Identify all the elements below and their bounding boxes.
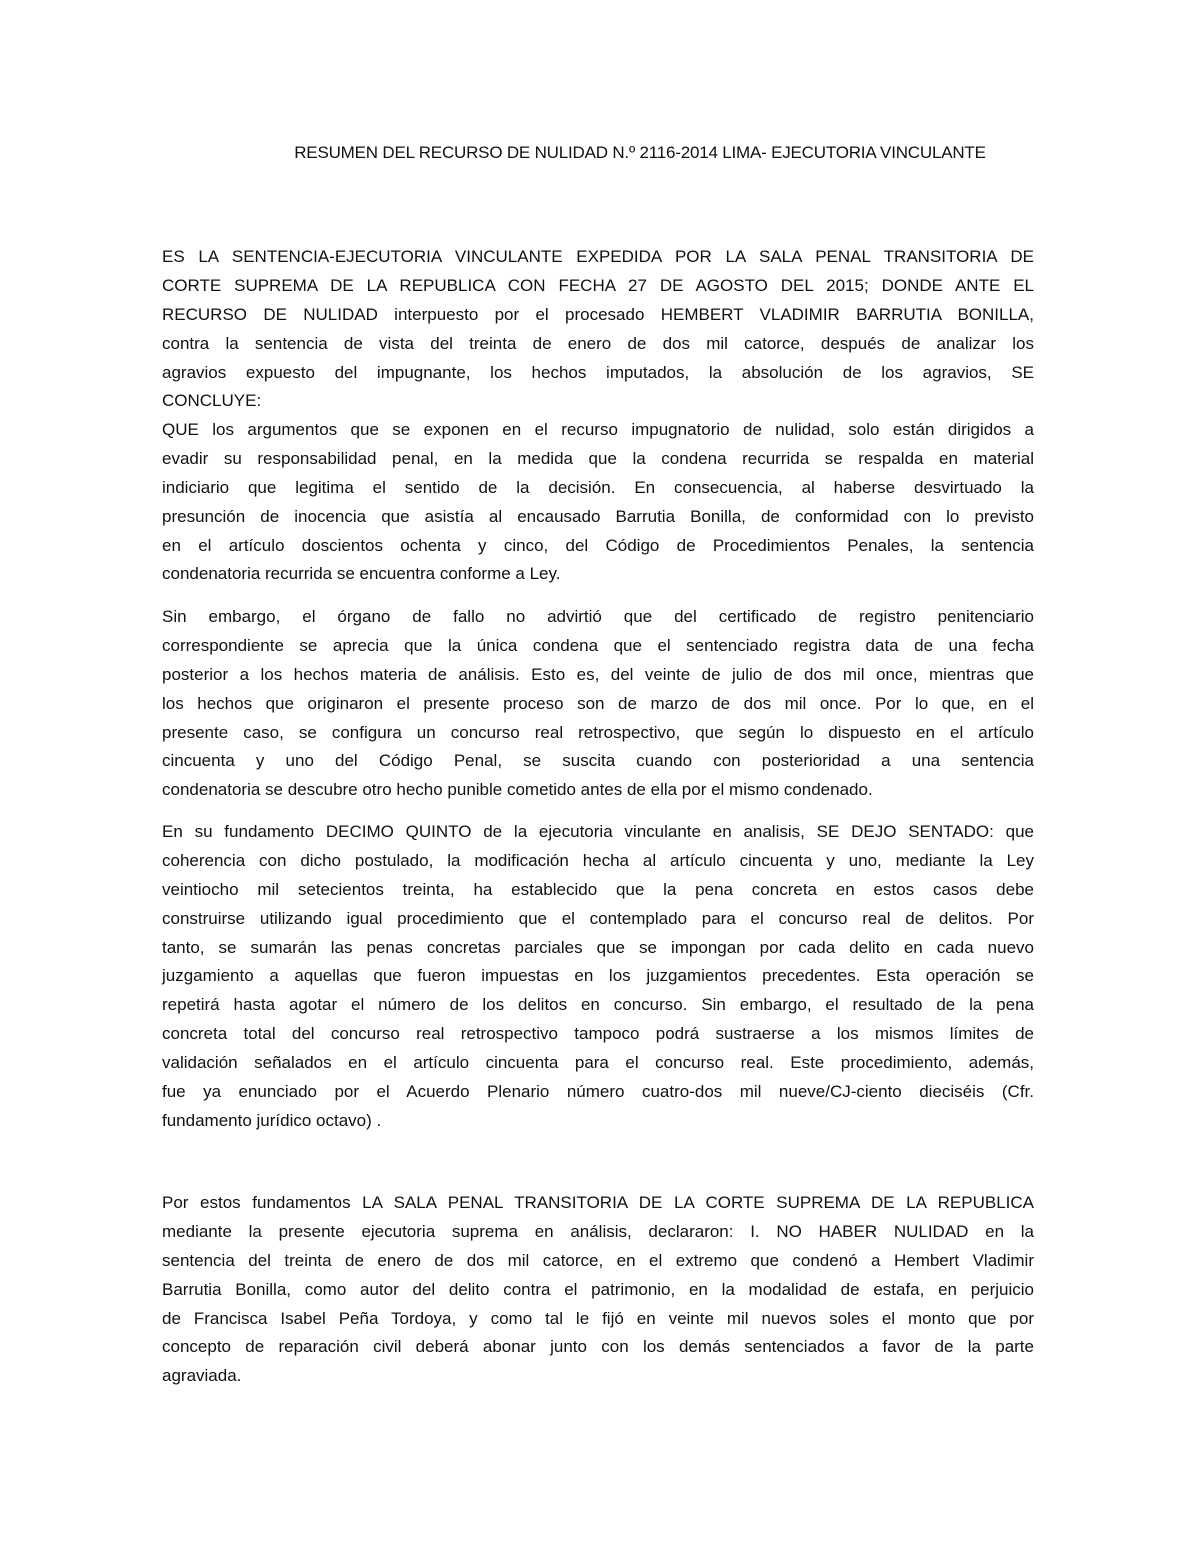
text-line: fundamento jurídico octavo) . [162,1110,382,1130]
text-line: Por estos fundamentos LA SALA PENAL TRANSITORIA DE LA CORTE SUPREMA DE LA REPUBLICA [162,1193,1034,1212]
text-line: condenatoria se descubre otro hecho punible cometido antes de ella por el mismo condenado. [162,780,873,800]
document-title: RESUMEN DEL RECURSO DE NULIDAD N.º 2116-2014 LIMA- EJECUTORIA VINCULANTE [294,143,986,162]
text-line: correspondiente se aprecia que la única condena que el sentenciado registra data de una fecha [162,635,1034,655]
text-line: Barrutia Bonilla, como autor del delito contra el patrimonio, en la modalidad de estafa, en perjuicio [162,1279,1034,1299]
text-line: de Francisca Isabel Peña Tordoya, y como tal le fijó en veinte mil nuevos soles el monto que por [162,1308,1034,1328]
text-line: indiciario que legitima el sentido de la decisión. En consecuencia, al haberse desvirtuado la [162,477,1034,497]
text-line: tanto, se sumarán las penas concretas parciales que se impongan por cada delito en cada nuevo [162,937,1034,957]
text-line: concepto de reparación civil deberá abonar junto con los demás sentenciados a favor de la parte [162,1337,1034,1357]
text-line: cincuenta y uno del Código Penal, se suscita cuando con posterioridad a una sentencia [162,751,1034,771]
text-line: QUE los argumentos que se exponen en el recurso impugnatorio de nulidad, solo están dirigidos a [162,420,1034,439]
text-line: posterior a los hechos materia de análisis. Esto es, del veinte de julio de dos mil once, mientras que [162,664,1034,684]
text-line: construirse utilizando igual procedimiento que el contemplado para el concurso real de delitos. Por [162,908,1034,928]
paragraph-1 [162,243,1034,416]
paragraph-3 [162,603,1034,805]
text-line: fue ya enunciado por el Acuerdo Plenario número cuatro-dos mil nueve/CJ-ciento dieciséis (Cfr. [162,1082,1034,1102]
text-line: evadir su responsabilidad penal, en la medida que la condena recurrida se respalda en material [162,448,1034,468]
text-line: sentencia del treinta de enero de dos mil catorce, en el extremo que condenó a Hembert Vladimir [162,1250,1034,1270]
text-line: CORTE SUPREMA DE LA REPUBLICA CON FECHA 27 DE AGOSTO DEL 2015; DONDE ANTE EL [162,275,1034,295]
text-line: contra la sentencia de vista del treinta de enero de dos mil catorce, después de analizar los [162,333,1034,353]
text-line: presunción de inocencia que asistía al encausado Barrutia Bonilla, de conformidad con lo previsto [162,506,1034,526]
text-line: En su fundamento DECIMO QUINTO de la ejecutoria vinculante en analisis, SE DEJO SENTADO: que [162,822,1034,841]
paragraph-2 [162,416,1034,589]
paragraph-4 [162,818,1034,1136]
text-line: coherencia con dicho postulado, la modificación hecha al artículo cincuenta y uno, mediante la Ley [162,850,1034,870]
text-line: mediante la presente ejecutoria suprema en análisis, declararon: I. NO HABER NULIDAD en la [162,1221,1034,1241]
text-line: los hechos que originaron el presente proceso son de marzo de dos mil once. Por lo que, en el [162,693,1034,713]
text-line: ES LA SENTENCIA-EJECUTORIA VINCULANTE EXPEDIDA POR LA SALA PENAL TRANSITORIA DE [162,247,1034,266]
text-line: presente caso, se configura un concurso real retrospectivo, que según lo dispuesto en el artículo [162,722,1034,742]
text-line: Sin embargo, el órgano de fallo no advirtió que del certificado de registro penitenciario [162,607,1034,626]
paragraph-5 [162,1189,1034,1391]
text-line: condenatoria recurrida se encuentra conforme a Ley. [162,564,561,584]
text-line: agravios expuesto del impugnante, los hechos imputados, la absolución de los agravios, SE [162,362,1034,382]
text-line: validación señalados en el artículo cincuenta para el concurso real. Este procedimiento, además, [162,1053,1034,1073]
text-line: RECURSO DE NULIDAD interpuesto por el procesado HEMBERT VLADIMIR BARRUTIA BONILLA, [162,304,1034,324]
text-line: concreta total del concurso real retrospectivo tampoco podrá sustraerse a los mismos límites de [162,1024,1034,1044]
text-line: repetirá hasta agotar el número de los delitos en concurso. Sin embargo, el resultado de la pena [162,995,1034,1015]
text-line: en el artículo doscientos ochenta y cinco, del Código de Procedimientos Penales, la sentencia [162,535,1034,555]
text-line: CONCLUYE: [162,391,262,411]
text-line: veintiocho mil setecientos treinta, ha establecido que la pena concreta en estos casos debe [162,879,1034,899]
text-line: juzgamiento a aquellas que fueron impuestas en los juzgamientos precedentes. Esta operación se [162,966,1034,986]
text-line: agraviada. [162,1366,242,1386]
